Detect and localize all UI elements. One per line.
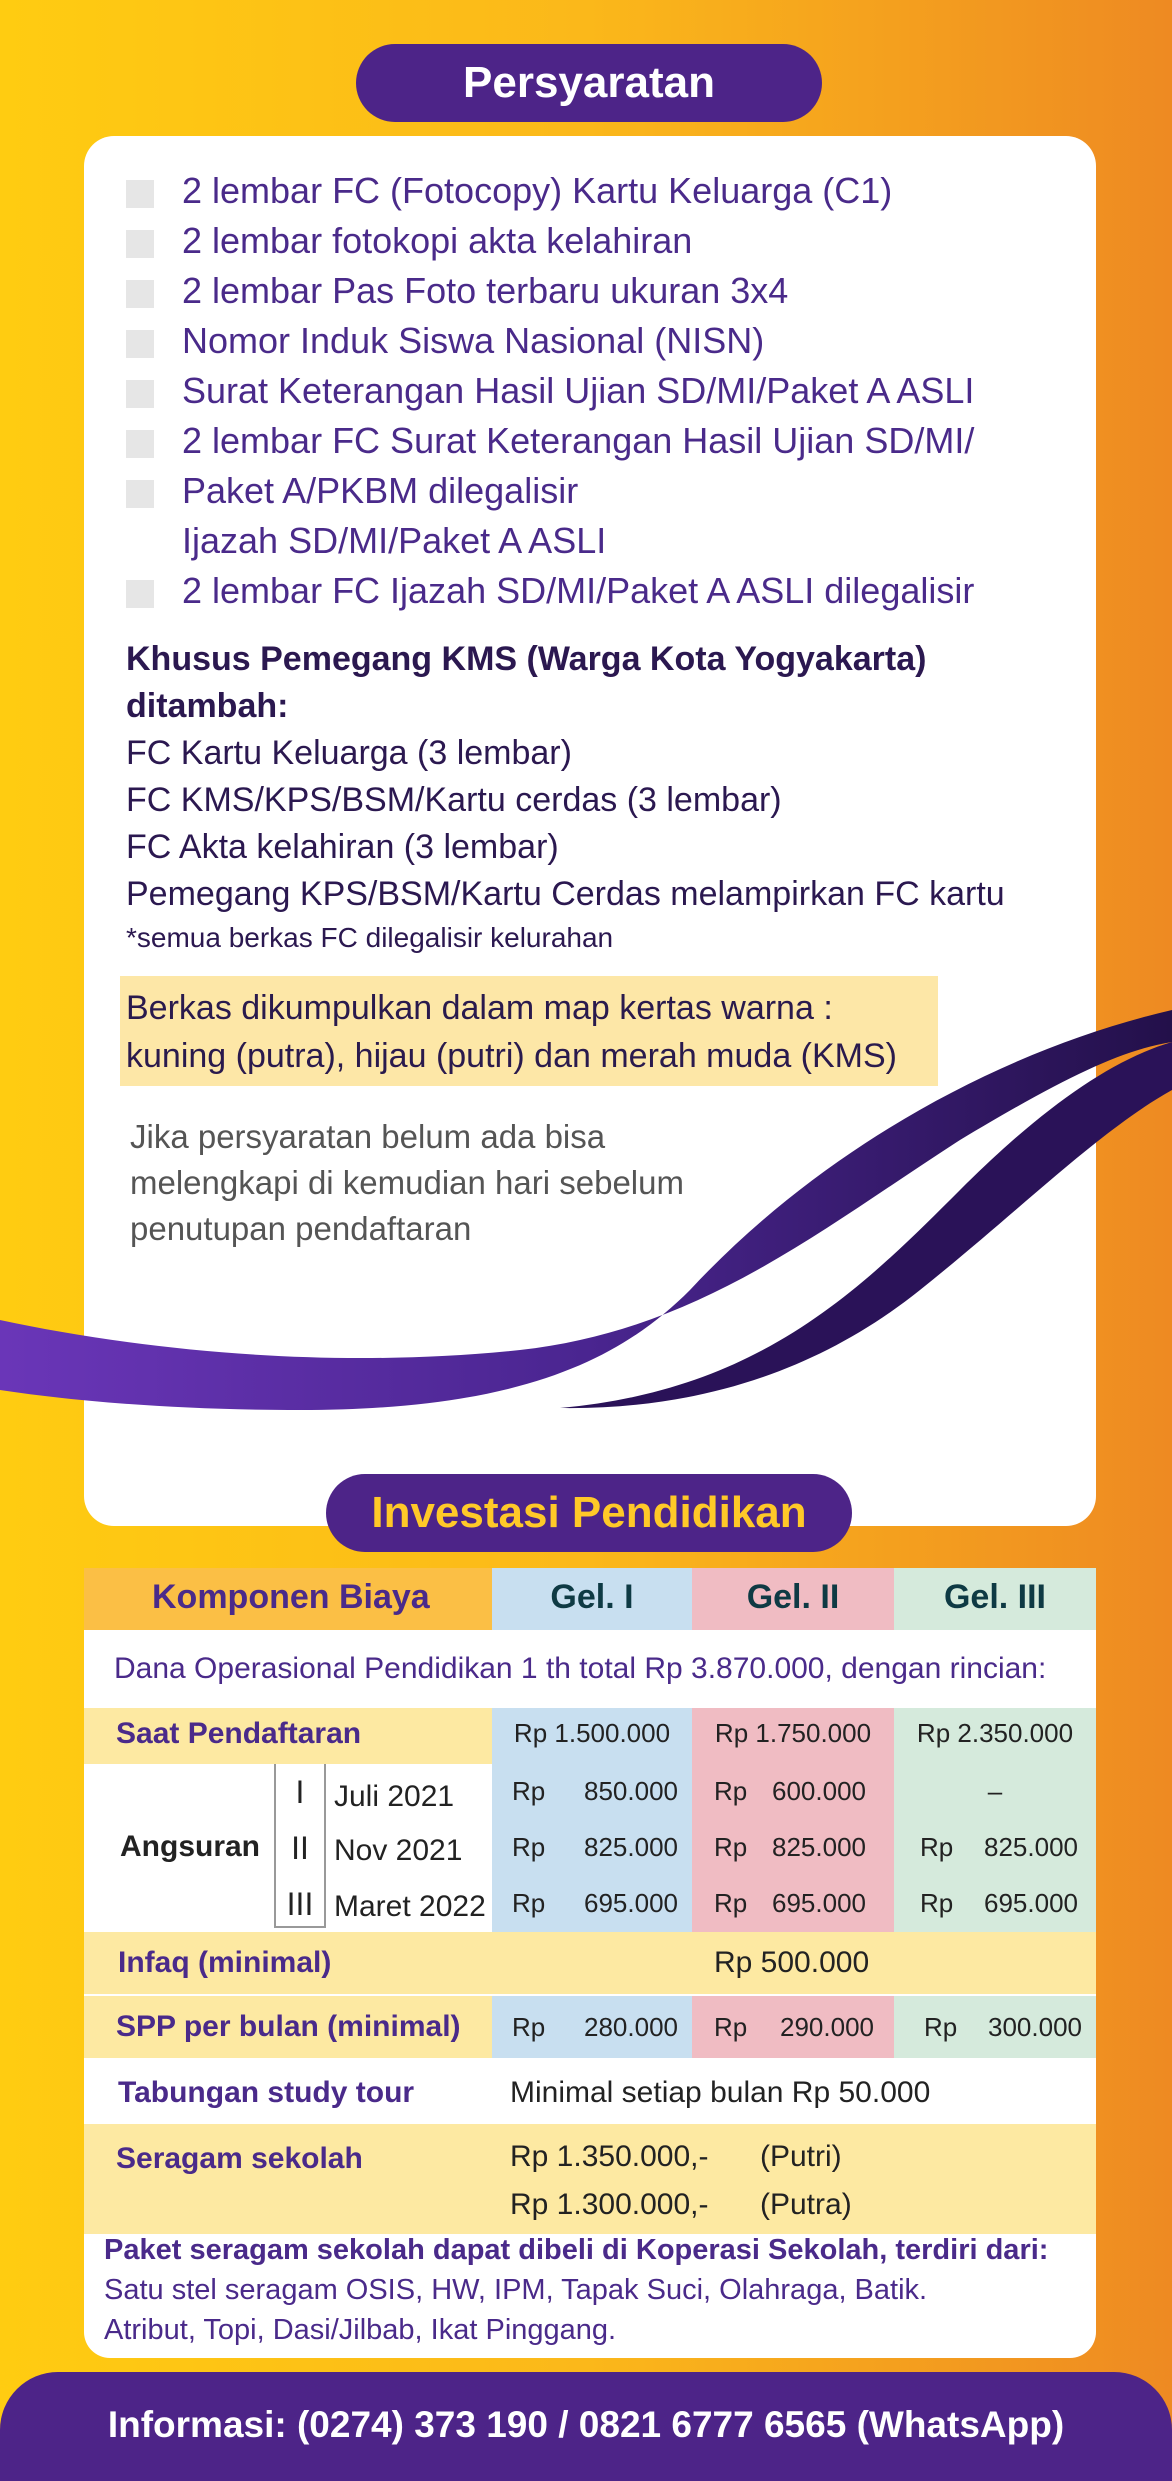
currency: Rp <box>920 1832 954 1862</box>
price-value: 695.000 <box>584 1888 678 1918</box>
currency: Rp <box>714 1888 748 1918</box>
requirements-title: Persyaratan <box>356 44 822 122</box>
registration-g1 <box>492 1708 692 1764</box>
list-item-label: Ijazah SD/MI/Paket A ASLI <box>182 520 607 561</box>
list-item <box>126 566 1026 616</box>
checkbox[interactable] <box>126 280 154 308</box>
list-item <box>126 516 1026 566</box>
checkbox[interactable] <box>126 480 154 508</box>
uniform-price: Rp 1.300.000,- <box>510 2188 709 2221</box>
currency: Rp <box>512 2012 546 2042</box>
installment-label: Angsuran <box>120 1830 261 1863</box>
price-value: 280.000 <box>584 2012 678 2042</box>
installment-g3 <box>894 1820 1096 1876</box>
price-value: 850.000 <box>584 1776 678 1806</box>
kms-item: FC KMS/KPS/BSM/Kartu cerdas (3 lembar) <box>126 781 782 819</box>
header-label: Gel. II <box>746 1578 840 1616</box>
price-value: 300.000 <box>988 2012 1082 2042</box>
folder-note-line: kuning (putra), hijau (putri) dan merah muda (KMS) <box>126 1037 897 1075</box>
currency: Rp <box>512 1832 546 1862</box>
kms-heading: Khusus Pemegang KMS (Warga Kota Yogyakarta) ditambah: <box>126 640 927 725</box>
installment-g2 <box>692 1876 894 1932</box>
investment-intro: Dana Operasional Pendidikan 1 th total Rp 3.870.000, dengan rincian: <box>114 1652 1047 1685</box>
registration-label-cell <box>84 1708 492 1764</box>
installment-g1 <box>492 1876 692 1932</box>
uniform-label: Seragam sekolah <box>116 2142 363 2175</box>
price-value: 825.000 <box>584 1832 678 1862</box>
kms-section <box>126 636 1066 958</box>
currency: Rp <box>924 2012 958 2042</box>
registration-g3 <box>894 1708 1096 1764</box>
price-value: 695.000 <box>984 1888 1078 1918</box>
later-note-line: Jika persyaratan belum ada bisa <box>130 1118 606 1155</box>
checkbox[interactable] <box>126 430 154 458</box>
infaq-value: Rp 500.000 <box>714 1946 870 1979</box>
tour-value: Minimal setiap bulan Rp 50.000 <box>510 2076 931 2109</box>
list-item-label: Nomor Induk Siswa Nasional (NISN) <box>182 320 765 361</box>
currency: Rp <box>714 2012 748 2042</box>
list-item <box>126 166 1026 216</box>
checkbox[interactable] <box>126 230 154 258</box>
list-item <box>126 366 1026 416</box>
header-gel3 <box>894 1568 1096 1630</box>
price-value: Rp 1.750.000 <box>714 1718 872 1748</box>
currency: Rp <box>714 1832 748 1862</box>
installment-g1 <box>492 1820 692 1876</box>
price-value: Rp 2.350.000 <box>916 1718 1074 1748</box>
spp-label: SPP per bulan (minimal) <box>116 2010 461 2043</box>
package-heading: Paket seragam sekolah dapat dibeli di Koperasi Sekolah, terdiri dari: <box>104 2234 1049 2266</box>
spp-g1 <box>492 1996 692 2058</box>
uniform-for: (Putra) <box>760 2188 852 2221</box>
registration-g2 <box>692 1708 894 1764</box>
list-item-label: 2 lembar FC Surat Keterangan Hasil Ujian SD/MI/ <box>182 420 975 461</box>
list-item-label: 2 lembar FC Ijazah SD/MI/Paket A ASLI dilegalisir <box>182 570 975 611</box>
kms-item: FC Akta kelahiran (3 lembar) <box>126 828 559 866</box>
list-item <box>126 266 1026 316</box>
uniform-row <box>84 2124 1096 2234</box>
installment-month: Nov 2021 <box>334 1834 463 1867</box>
price-value: – <box>987 1776 1003 1806</box>
kms-item: Pemegang KPS/BSM/Kartu Cerdas melampirkan FC kartu <box>126 875 1005 913</box>
price-value: 600.000 <box>772 1776 866 1806</box>
package-line: Satu stel seragam OSIS, HW, IPM, Tapak Suci, Olahraga, Batik. <box>104 2274 928 2306</box>
header-label: Gel. III <box>943 1578 1047 1616</box>
installment-g3 <box>894 1764 1096 1820</box>
header-gel1 <box>492 1568 692 1630</box>
spp-g3 <box>894 1996 1096 2058</box>
price-value: 695.000 <box>772 1888 866 1918</box>
installment-g2 <box>692 1764 894 1820</box>
spp-g2 <box>692 1996 894 2058</box>
installment-g2 <box>692 1820 894 1876</box>
list-item <box>126 316 1026 366</box>
uniform-for: (Putri) <box>760 2140 842 2173</box>
kms-note: *semua berkas FC dilegalisir kelurahan <box>126 922 614 953</box>
list-item <box>126 466 1026 516</box>
installment-roman: II <box>291 1830 309 1866</box>
tour-label: Tabungan study tour <box>118 2076 415 2109</box>
folder-color-note <box>120 976 938 1086</box>
list-item <box>126 216 1026 266</box>
investment-card <box>84 1568 1096 2358</box>
list-item-label: Paket A/PKBM dilegalisir <box>182 470 579 511</box>
checkbox[interactable] <box>126 180 154 208</box>
uniform-price: Rp 1.350.000,- <box>510 2140 709 2173</box>
currency: Rp <box>512 1888 546 1918</box>
spp-label-cell <box>84 1996 492 2058</box>
price-value: 825.000 <box>772 1832 866 1862</box>
checkbox[interactable] <box>126 330 154 358</box>
infaq-row <box>84 1932 1096 1994</box>
list-item-label: Surat Keterangan Hasil Ujian SD/MI/Paket A ASLI <box>182 370 975 411</box>
infaq-label: Infaq (minimal) <box>118 1946 332 1979</box>
checkbox[interactable] <box>126 380 154 408</box>
price-value: Rp 1.500.000 <box>513 1718 671 1748</box>
kms-item: FC Kartu Keluarga (3 lembar) <box>126 734 572 772</box>
header-komponen <box>84 1568 492 1630</box>
installment-month: Maret 2022 <box>334 1890 486 1923</box>
currency: Rp <box>920 1888 954 1918</box>
list-item-label: 2 lembar Pas Foto terbaru ukuran 3x4 <box>182 270 789 311</box>
installment-roman: I <box>295 1774 305 1810</box>
installment-g3 <box>894 1876 1096 1932</box>
later-note-line: melengkapi di kemudian hari sebelum <box>130 1164 684 1201</box>
price-value: 825.000 <box>984 1832 1078 1862</box>
list-item <box>126 416 1026 466</box>
price-value: 290.000 <box>780 2012 874 2042</box>
contact-footer: Informasi: (0274) 373 190 / 0821 6777 6565 (WhatsApp) <box>0 2372 1172 2481</box>
header-gel2 <box>692 1568 894 1630</box>
folder-note-line: Berkas dikumpulkan dalam map kertas warna : <box>126 989 833 1027</box>
requirements-list <box>126 166 1026 626</box>
checkbox[interactable] <box>126 580 154 608</box>
list-item-label: 2 lembar fotokopi akta kelahiran <box>182 220 693 261</box>
installment-roman: III <box>286 1886 314 1922</box>
currency: Rp <box>714 1776 748 1806</box>
installment-g1 <box>492 1764 692 1820</box>
later-note <box>130 1114 810 1252</box>
package-line: Atribut, Topi, Dasi/Jilbab, Ikat Pinggang. <box>104 2314 617 2346</box>
list-item-label: 2 lembar FC (Fotocopy) Kartu Keluarga (C1) <box>182 170 893 211</box>
registration-label: Saat Pendaftaran <box>116 1717 362 1750</box>
later-note-line: penutupan pendaftaran <box>130 1210 472 1247</box>
header-label: Gel. I <box>550 1578 634 1616</box>
currency: Rp <box>512 1776 546 1806</box>
installment-month: Juli 2021 <box>334 1780 455 1813</box>
investment-title: Investasi Pendidikan <box>326 1474 852 1552</box>
header-label: Komponen Biaya <box>152 1578 430 1616</box>
